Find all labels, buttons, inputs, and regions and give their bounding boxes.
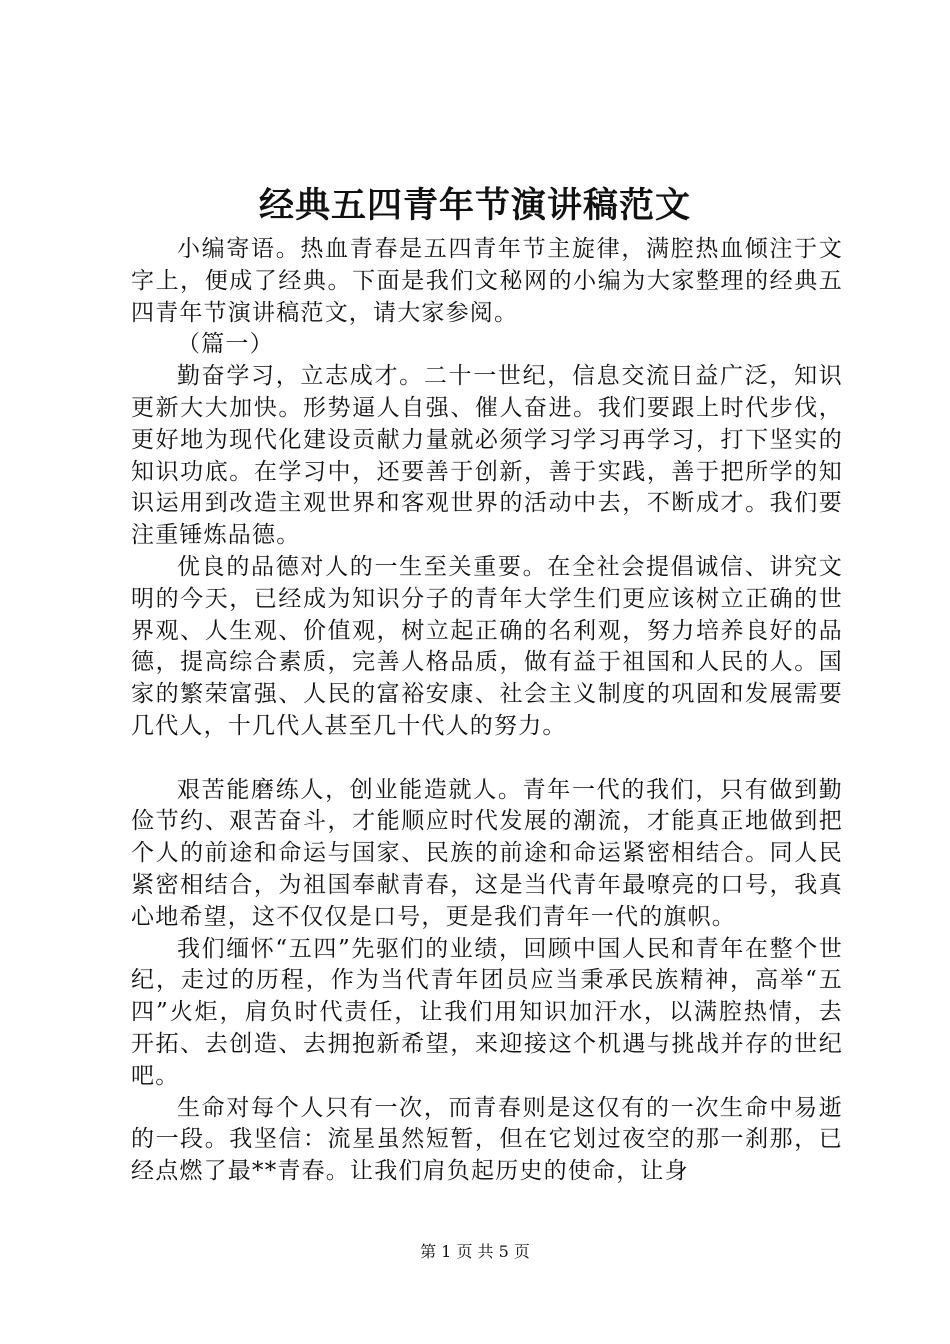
paragraph-section-label: （篇一）	[177, 331, 274, 358]
paragraph: 勤奋学习，立志成才。二十一世纪，信息交流日益广泛，知识更新大大加快。形势逼人自强、催人奋进。我们要跟上时代步伐，更好地为现代化建设贡献力量就必须学习学习再学习，打下坚实的知识功底。在学习中，还要善于创新，善于实践，善于把所学的知识运用到改造主观世界和客观世界的活动中去，不断成才。我们要注重锤炼品德。	[131, 363, 843, 549]
paragraph: 优良的品德对人的一生至关重要。在全社会提倡诚信、讲究文明的今天，已经成为知识分子的青年大学生们更应该树立正确的世界观、人生观、价值观，树立起正确的名利观，努力培养良好的品德，提高综合素质，完善人格品质，做有益于祖国和人民的人。国家的繁荣富强、人民的富裕安康、社会主义制度的巩固和发展需要几代人，十几代人甚至几十代人的努力。	[131, 553, 843, 739]
paragraph: 生命对每个人只有一次，而青春则是这仅有的一次生命中易逝的一段。我坚信：流星虽然短暂，但在它划过夜空的那一刹那，已经点燃了最**青春。让我们肩负起历史的使命，让身	[131, 1094, 843, 1185]
paragraph: 我们缅怀“五四”先驱们的业绩，回顾中国人民和青年在整个世纪，走过的历程，作为当代青年团员应当秉承民族精神，高举“五四”火炬，肩负时代责任，让我们用知识加汗水，以满腔热情，去开拓、去创造、去拥抱新希望，来迎接这个机遇与挑战并存的世纪吧。	[131, 935, 843, 1089]
document-body	[131, 234, 843, 1188]
page-number-footer: 第 1 页 共 5 页	[420, 1242, 530, 1261]
document-title: 经典五四青年节演讲稿范文	[258, 185, 691, 226]
paragraph: 艰苦能磨练人，创业能造就人。青年一代的我们，只有做到勤俭节约、艰苦奋斗，才能顺应时代发展的潮流，才能真正地做到把个人的前途和命运与国家、民族的前途和命运紧密相结合。同人民紧密相结合，为祖国奉献青春，这是当代青年最嘹亮的口号，我真心地希望，这不仅仅是口号，更是我们青年一代的旗帜。	[131, 776, 843, 930]
paragraph-intro: 小编寄语。热血青春是五四青年节主旋律，满腔热血倾注于文字上，便成了经典。下面是我们文秘网的小编为大家整理的经典五四青年节演讲稿范文，请大家参阅。	[131, 236, 843, 326]
